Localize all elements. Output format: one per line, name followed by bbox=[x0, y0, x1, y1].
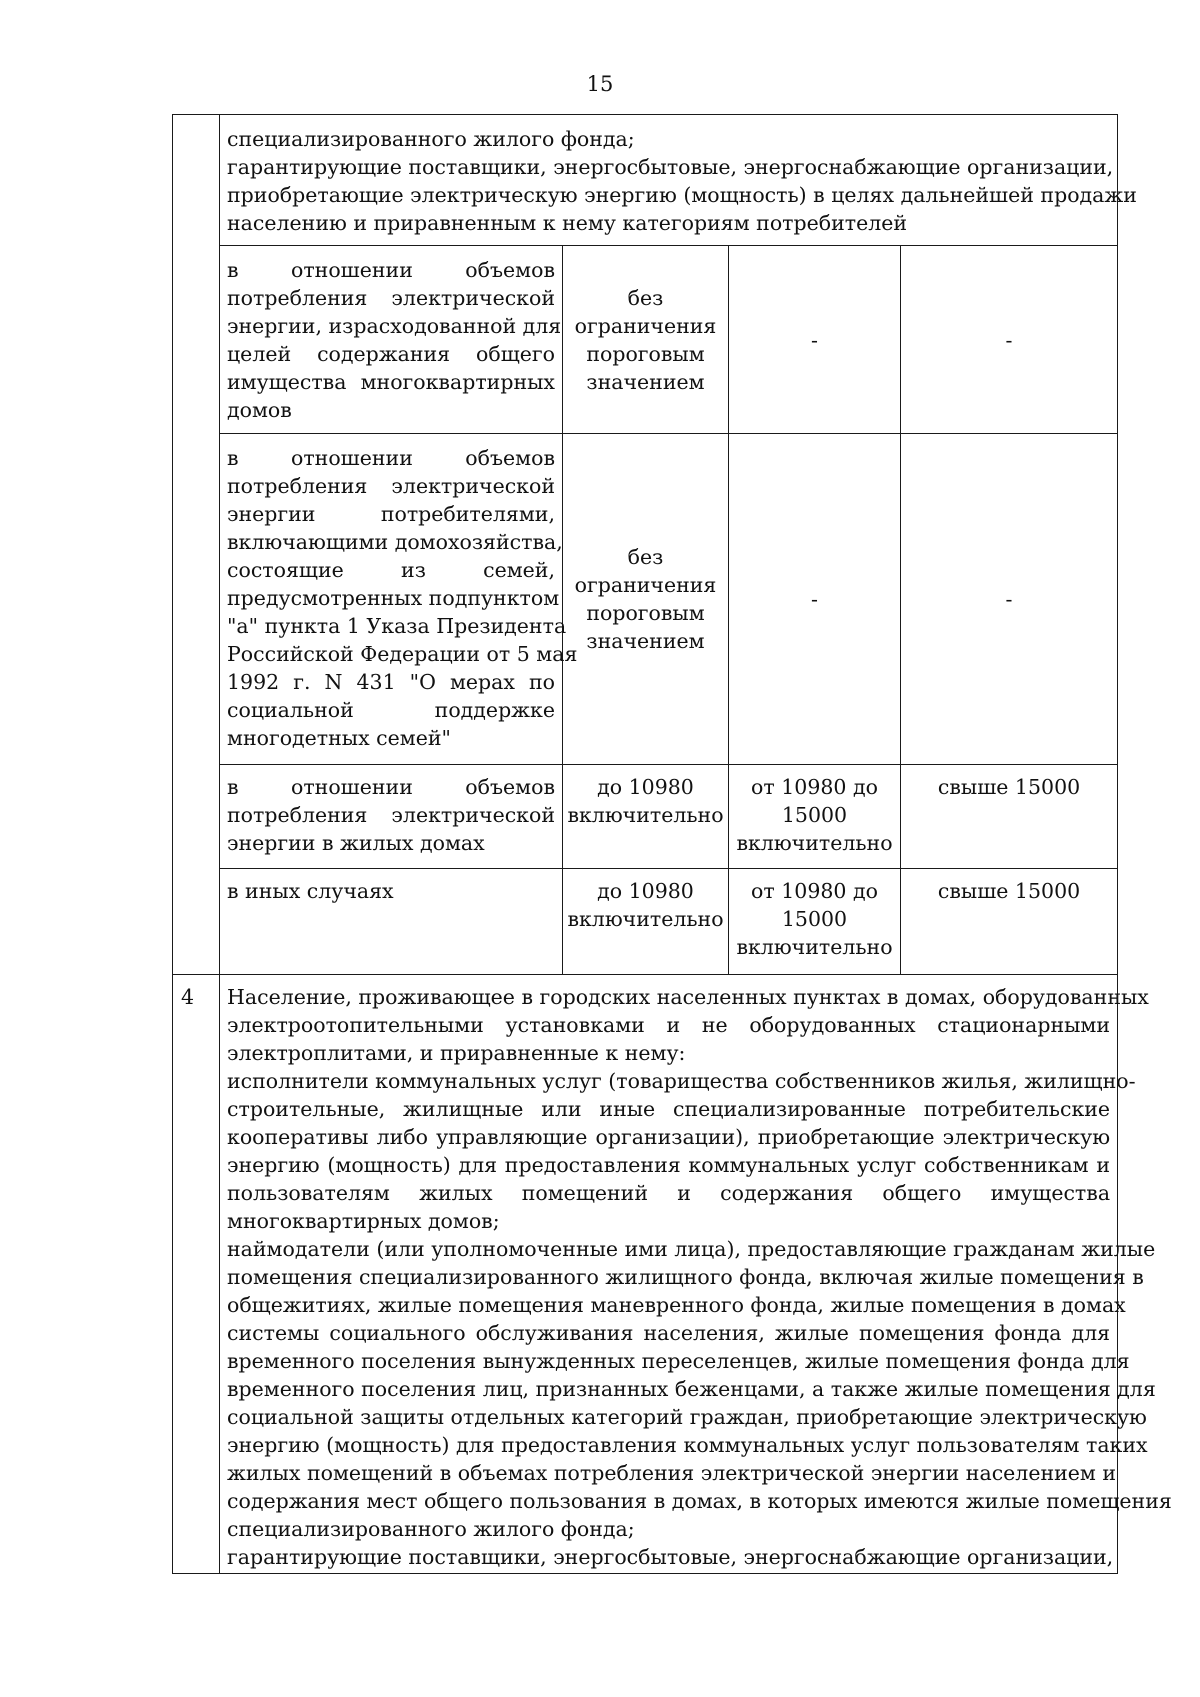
threshold-mid-cell: - bbox=[729, 434, 901, 765]
continuation-text-cell bbox=[220, 115, 1137, 246]
text-line: специализированного жилого фонда; bbox=[227, 127, 635, 151]
section-number: 4 bbox=[181, 985, 195, 1009]
threshold-low-cell: без ограничения пороговым значением bbox=[563, 434, 729, 765]
table-row bbox=[173, 246, 1118, 434]
table-row bbox=[173, 115, 1118, 246]
threshold-low-cell: до 10980 включительно bbox=[563, 765, 729, 869]
threshold-high-cell: - bbox=[901, 434, 1118, 765]
row-description: в отношении объемов потребления электрической энергии, израсходованной для целей содержания общего имущества многоквартирных домов bbox=[220, 246, 563, 434]
section-text-cell: Население, проживающее в городских населенных пунктах в домах, оборудованных электроотопительными установками и не оборудованных стационарными электроплитами, и приравненные к нему: исполнители коммунальных услуг (товарищества собственников жилья, жилищно- строительные, жилищные или иные специализированные потребительские кооперативы либо управляющие организации), приобретающие электрическую энергию (мощность) для предоставления коммунальных услуг собственникам и пользователям жилых помещений и содержания общего имущества многоквартирных домов; наймодатели (или уполномоченные ими лица), предоставляющие гражданам жилые помещения специализированного жилищного фонда, включая жилые помещения в общежитиях, жилые помещения маневренного фонда, жилые помещения в домах системы социального обслуживания населения, жилые помещения фонда для временного поселения вынужденных переселенцев, жилые помещения фонда для временного поселения лиц, признанных беженцами, а также жилые помещения для социальной защиты отдельных категорий граждан, приобретающие электрическую энергию (мощность) для предоставления коммунальных услуг пользователям таких жилых помещений в объемах потребления электрической энергии населением и содержания мест общего пользования в домах, в которых имеются жилые помещения специализированного жилого фонда; гарантирующие поставщики, энергосбытовые, энергоснабжающие организации, bbox=[220, 975, 1118, 1574]
table-row bbox=[173, 869, 1118, 975]
row-description: в отношении объемов потребления электрической энергии в жилых домах bbox=[220, 765, 563, 869]
text-line: приобретающие электрическую энергию (мощность) в целях дальнейшей продажи bbox=[227, 183, 1137, 207]
threshold-mid-cell: от 10980 до 15000 включительно bbox=[729, 869, 901, 975]
threshold-low-cell: до 10980 включительно bbox=[563, 869, 729, 975]
section-number-cell bbox=[173, 115, 220, 975]
threshold-mid-cell: от 10980 до 15000 включительно bbox=[729, 765, 901, 869]
threshold-high-cell: свыше 15000 bbox=[901, 869, 1118, 975]
row-description: в иных случаях bbox=[220, 869, 563, 975]
table-row bbox=[173, 434, 1118, 765]
text-line: гарантирующие поставщики, энергосбытовые, энергоснабжающие организации, bbox=[227, 155, 1114, 179]
threshold-mid-cell: - bbox=[729, 246, 901, 434]
table-row bbox=[173, 765, 1118, 869]
threshold-low-cell: без ограничения пороговым значением bbox=[563, 246, 729, 434]
section-number-cell bbox=[173, 975, 220, 1574]
page-number: 15 bbox=[586, 72, 614, 96]
tariff-table bbox=[172, 114, 1172, 1574]
row-description: в отношении объемов потребления электрической энергии потребителями, включающими домохозяйства, состоящие из семей, предусмотренных подпунктом "а" пункта 1 Указа Президента Российской Федерации от 5 мая 1992 г. N 431 "О мерах по социальной поддержке многодетных семей" bbox=[220, 434, 563, 765]
threshold-high-cell: свыше 15000 bbox=[901, 765, 1118, 869]
text-line: населению и приравненным к нему категориям потребителей bbox=[227, 211, 908, 235]
threshold-high-cell: - bbox=[901, 246, 1118, 434]
table-row bbox=[173, 975, 1118, 1574]
